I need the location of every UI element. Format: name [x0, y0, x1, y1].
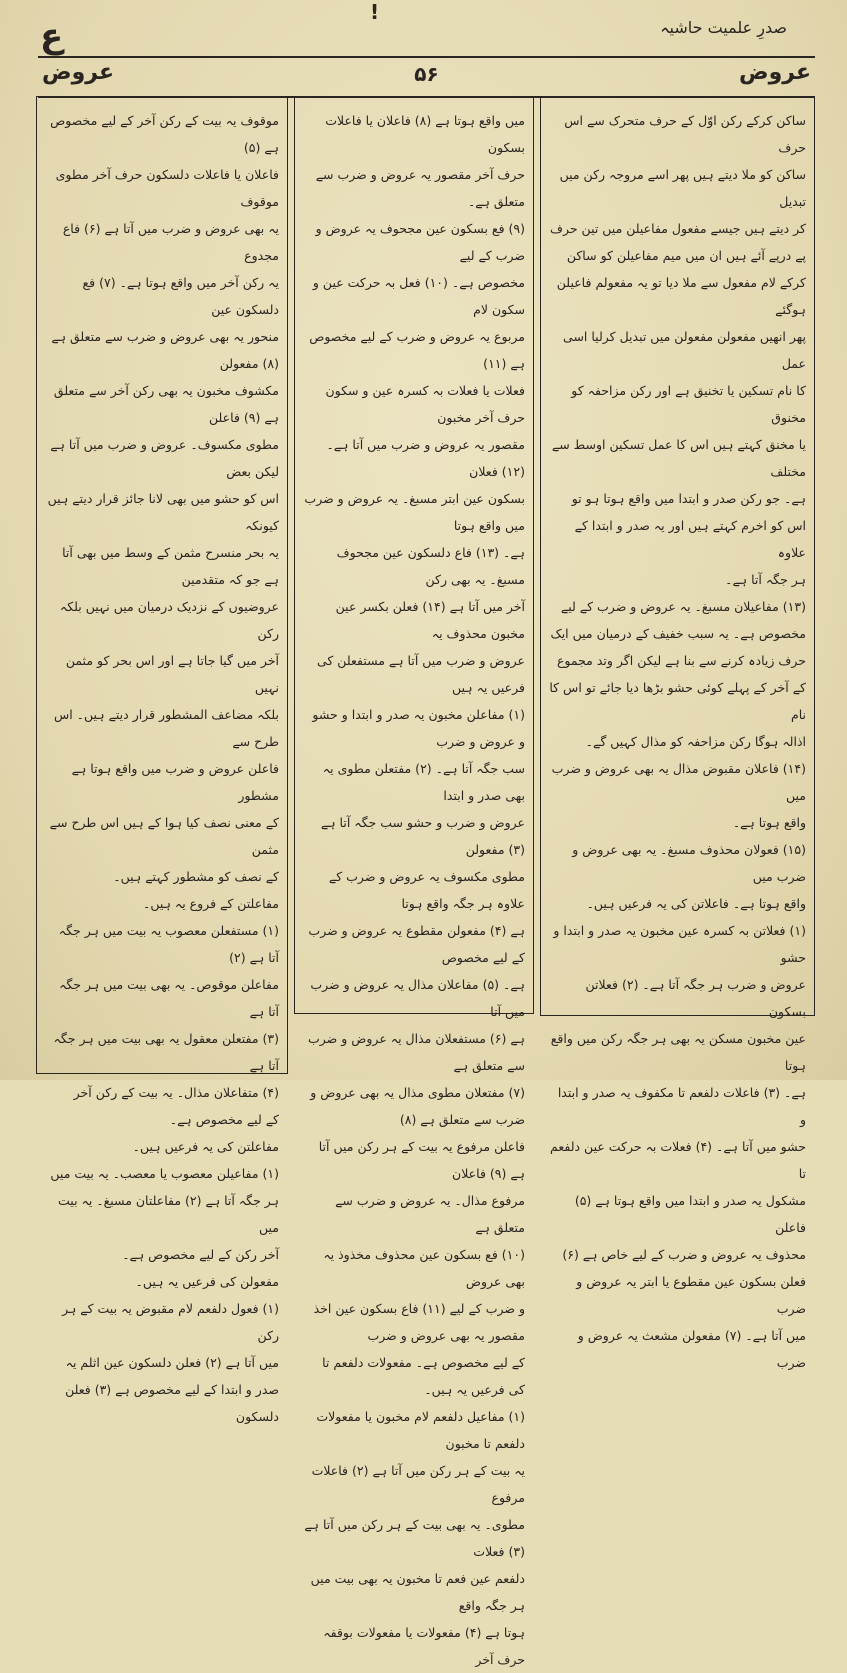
header-title-left: عروض — [42, 60, 114, 85]
text-line: ہے (۶) مستفعلان مذال یہ عروض و ضرب سے متعلق ہے — [308, 1031, 525, 1073]
corner-letter-mark: ع — [40, 16, 64, 56]
page-header — [38, 56, 815, 98]
text-line: ہے۔ (۱۳) فاع دلسکون عین مجحوف مسبغ۔ یہ بھی رکن — [336, 545, 525, 587]
text-line: مفاعلتن کی یہ فرعیں ہیں۔ — [132, 1139, 279, 1154]
text-line: کے معنی نصف کیا ہوا کے ہیں اس طرح سے مثمن — [49, 815, 279, 857]
text-line: (۷) مفتعلان مطوی مذال یہ بھی عروض و ضرب سے متعلق ہے (۸) — [310, 1085, 525, 1127]
text-line: آخر رکن کے لیے مخصوص ہے۔ — [122, 1247, 279, 1262]
text-line: ہر جگہ آتا ہے (۲) مفاعلتان مسبغ۔ یہ بیت میں — [58, 1193, 279, 1235]
text-column-left — [36, 96, 288, 1424]
text-line: حرف آخر مقصور یہ عروض و ضرب سے متعلق ہے۔ — [315, 167, 525, 209]
text-column-right — [540, 96, 815, 1370]
text-line: میں واقع ہوتا ہے (۸) فاعلان یا فاعلات بسکون — [325, 113, 525, 155]
text-line: ساکن کو ملا دیتے ہیں پھر اسے مروجہ رکن میں تبدیل — [559, 167, 806, 209]
text-line: کر دیتے ہیں جیسے مفعول مفاعیلن میں تین حرف — [550, 221, 806, 236]
text-line: (۱) مفاعیلن معصوب یا معصب۔ یہ بیت میں — [50, 1166, 279, 1181]
text-line: (۱) مفاعلن مخبون یہ صدر و ابتدا و حشو و عروض و ضرب — [312, 707, 525, 749]
text-line: اس کو اخرم کہتے ہیں اور یہ صدر و ابتدا کے علاوہ — [574, 518, 806, 560]
text-line: حشو میں آتا ہے۔ (۴) فعلات بہ حرکت عین دلفعم تا — [550, 1139, 806, 1181]
text-line: ہر جگہ آتا ہے۔ — [725, 572, 806, 587]
text-line: (۱) فعول دلفعم لام مقبوض یہ بیت کے ہر رکن — [62, 1301, 279, 1343]
text-line: بلکہ مضاعف المشطور قرار دیتے ہیں۔ اس طرح سے — [53, 707, 279, 749]
text-line: سب جگہ آتا ہے۔ (۲) مفتعلن مطوی یہ بھی صدر و ابتدا — [322, 761, 525, 803]
text-column-middle — [294, 96, 534, 1667]
text-line: یہ بیت کے ہر رکن میں آتا ہے (۲) فاعلات مرفوع — [311, 1463, 525, 1505]
text-line: ہے (۴) مفعولن مقطوع یہ عروض و ضرب کے لیے مخصوص — [308, 923, 525, 965]
text-line: (۱) مستفعلن معصوب یہ بیت میں ہر جگہ آتا ہے (۲) — [58, 923, 279, 965]
text-line: (۱۴) فاعلان مقبوض مذال یہ بھی عروض و ضرب میں — [551, 761, 806, 803]
text-line: موقوف یہ بیت کے رکن آخر کے لیے مخصوص ہے (۵) — [50, 113, 279, 155]
text-line: مفعولن کی فرعیں یہ ہیں۔ — [135, 1274, 279, 1289]
text-line: مخصوص ہے۔ (۱۰) فعل بہ حرکت عین و سکون لام — [312, 275, 525, 317]
text-line: دلفعم عین فعم تا مخبون یہ بھی بیت میں ہر جگہ واقع — [310, 1571, 525, 1613]
text-line: (۱) فعلاتن بہ کسرہ عین مخبون یہ صدر و ابتدا و حشو — [553, 923, 806, 965]
publisher-label: صدرِ علمیت حاشیہ — [660, 18, 787, 37]
text-line: مقصور یہ عروض و ضرب میں آتا ہے۔ (۱۲) فعلان — [326, 437, 525, 479]
text-line: واقع ہوتا ہے۔ — [732, 815, 806, 830]
text-line: میں آتا ہے۔ (۷) مفعولن مشعث یہ عروض و ضرب — [577, 1328, 806, 1370]
text-line: کا نام تسکین یا تخنیق ہے اور رکن مزاحفہ کو مخنوق — [571, 383, 806, 425]
text-line: (۹) فع بسکون عین مجحوف یہ عروض و ضرب کے لیے — [315, 221, 525, 263]
text-line: ہے۔ (۵) مفاعلان مذال یہ عروض و ضرب میں آتا — [310, 977, 525, 1019]
text-line: مرفوع مذال۔ یہ عروض و ضرب سے متعلق ہے — [335, 1193, 525, 1235]
text-line: منحور یہ بھی عروض و ضرب سے متعلق ہے (۸) مفعولن — [51, 329, 279, 371]
text-line: مفاعلن موقوص۔ یہ بھی بیت میں ہر جگہ آتا ہے — [59, 977, 279, 1019]
page-number: ۵۶ — [414, 62, 439, 86]
text-line: ہوتا ہے (۴) مفعولات یا مفعولات بوقفہ حرف آخر — [323, 1625, 525, 1667]
text-line: مطوی۔ یہ بھی بیت کے ہر رکن میں آتا ہے (۳) فعلات — [304, 1517, 525, 1559]
text-line: حرف زیادہ کرنے سے بنا ہے لیکن اگر وتد مجموع — [556, 653, 806, 668]
text-line: اس کو حشو میں بھی لانا جائز قرار دیتے ہیں کیونکہ — [47, 491, 279, 533]
text-line: یا مخنق کہتے ہیں اس کا عمل تسکین اوسط سے مختلف — [551, 437, 806, 479]
text-line: واقع ہوتا ہے۔ فاعلاتن کی یہ فرعیں ہیں۔ — [586, 896, 806, 911]
text-line: اذالہ ہوگا رکن مزاحفہ کو مذال کہیں گے۔ — [585, 734, 806, 749]
text-line: ساکن کرکے رکن اوّل کے حرف متحرک سے اس حرف — [564, 113, 806, 155]
text-line: فعلن بسکون عین مقطوع یا ابتر یہ عروض و ضرب — [576, 1274, 806, 1316]
text-line: فاعلن عروض و ضرب میں واقع ہوتا ہے مشطور — [71, 761, 279, 803]
text-line: (۳) مفتعلن معقول یہ بھی بیت میں ہر جگہ آتا ہے — [53, 1031, 279, 1073]
text-line: ہے۔ جو رکن صدر و ابتدا میں واقع ہوتا ہو تو — [571, 491, 806, 506]
text-line: پے درپے آئے ہیں ان میں میم مفاعیلن کو ساکن — [566, 248, 806, 263]
text-line: کے آخر کے پہلے کوئی حشو بڑھا دیا جائے تو اس کا نام — [549, 680, 806, 722]
text-line: عروض و ضرب ہر جگہ آتا ہے۔ (۲) فعلاتن بسکون — [585, 977, 806, 1019]
text-line: یہ رکن آخر میں واقع ہوتا ہے۔ (۷) فع دلسکون عین — [82, 275, 279, 317]
text-line: کے لیے مخصوص ہے۔ — [169, 1112, 279, 1127]
text-line: کے نصف کو مشطور کہتے ہیں۔ — [113, 869, 279, 884]
top-mark: ! — [370, 0, 380, 24]
text-line: عروض و ضرب و حشو سب جگہ آتا ہے (۳) مفعولن — [320, 815, 525, 857]
text-line: یہ بھی عروض و ضرب میں آتا ہے (۶) فاع مجدوع — [62, 221, 279, 263]
text-line: مفاعلتن کے فروع یہ ہیں۔ — [143, 896, 279, 911]
text-line: میں آتا ہے (۲) فعلن دلسکون عین اثلم یہ — [65, 1355, 279, 1370]
text-line: مربوع یہ عروض و ضرب کے لیے مخصوص ہے (۱۱) — [309, 329, 525, 371]
text-line: (۴) متفاعلان مذال۔ یہ بیت کے رکن آخر — [73, 1085, 279, 1100]
text-line: آخر میں گیا جاتا ہے اور اس بحر کو مثمن نہیں — [65, 653, 279, 695]
text-line: صدر و ابتدا کے لیے مخصوص ہے (۳) فعلن دلسکون — [65, 1382, 279, 1424]
header-title-right: عروض — [739, 60, 811, 85]
text-line: فعلات یا فعلات بہ کسرہ عین و سکون حرف آخر مخبون — [325, 383, 525, 425]
text-line: مطوی مکسوف یہ عروض و ضرب کے علاوہ ہر جگہ واقع ہوتا — [328, 869, 525, 911]
text-line: کرکے لام مفعول سے ملا دیا تو یہ مفعولم فاعیلن ہوگئے — [556, 275, 806, 317]
text-line: فاعلان یا فاعلات دلسکون حرف آخر مطوی موقوف — [55, 167, 279, 209]
text-line: مخصوص ہے۔ یہ سبب خفیف کے درمیان میں ایک — [550, 626, 806, 641]
text-line: فاعلن مرفوع یہ بیت کے ہر رکن میں آتا ہے (۹) فاعلان — [318, 1139, 525, 1181]
text-line: عروض و ضرب میں آتا ہے مستفعلن کی فرعیں یہ ہیں — [316, 653, 525, 695]
text-line: (۱۰) فع بسکون عین محذوف مخذوذ یہ بھی عروض — [323, 1247, 525, 1289]
text-line: مطوی مکسوف۔ عروض و ضرب میں آتا ہے لیکن بعض — [50, 437, 279, 479]
text-line: محذوف یہ عروض و ضرب کے لیے خاص ہے (۶) — [562, 1247, 806, 1262]
text-line: یہ بحر منسرح مثمن کے وسط میں بھی آتا ہے جو کہ متقدمین — [62, 545, 279, 587]
text-line: و ضرب کے لیے (۱۱) فاع بسکون عین اخذ مقصور یہ بھی عروض و ضرب — [313, 1301, 525, 1343]
text-line: مکشوف مخبون یہ بھی رکن آخر سے متعلق ہے (۹) فاعلن — [53, 383, 279, 425]
text-line: آخر میں آتا ہے (۱۴) فعلن بکسر عین مخبون محذوف یہ — [335, 599, 525, 641]
text-line: ہے۔ (۳) فاعلات دلفعم تا مکفوف یہ صدر و ابتدا و — [557, 1085, 806, 1127]
text-line: کے لیے مخصوص ہے۔ مفعولات دلفعم تا کی فرعیں یہ ہیں۔ — [322, 1355, 525, 1397]
text-line: (۱۳) مفاعیلان مسبغ۔ یہ عروض و ضرب کے لیے — [560, 599, 806, 614]
text-line: عروضیوں کے نزدیک درمیان میں نہیں بلکہ رکن — [59, 599, 279, 641]
text-line: (۱) مفاعیل دلفعم لام مخبون یا مفعولات دلفعم تا مخبون — [316, 1409, 525, 1451]
text-line: (۱۵) فعولان محذوف مسبغ۔ یہ بھی عروض و ضرب میں — [572, 842, 806, 884]
text-line: مشکول یہ صدر و ابتدا میں واقع ہوتا ہے (۵) فاعلن — [574, 1193, 806, 1235]
text-line: پھر انھیں مفعولن مفعولن میں تبدیل کرلیا اسی عمل — [563, 329, 806, 371]
text-line: بسکون عین ابتر مسبغ۔ یہ عروض و ضرب میں واقع ہوتا — [304, 491, 525, 533]
text-line: عین مخبون مسکن یہ بھی ہر جگہ رکن میں واقع ہوتا — [550, 1031, 806, 1073]
